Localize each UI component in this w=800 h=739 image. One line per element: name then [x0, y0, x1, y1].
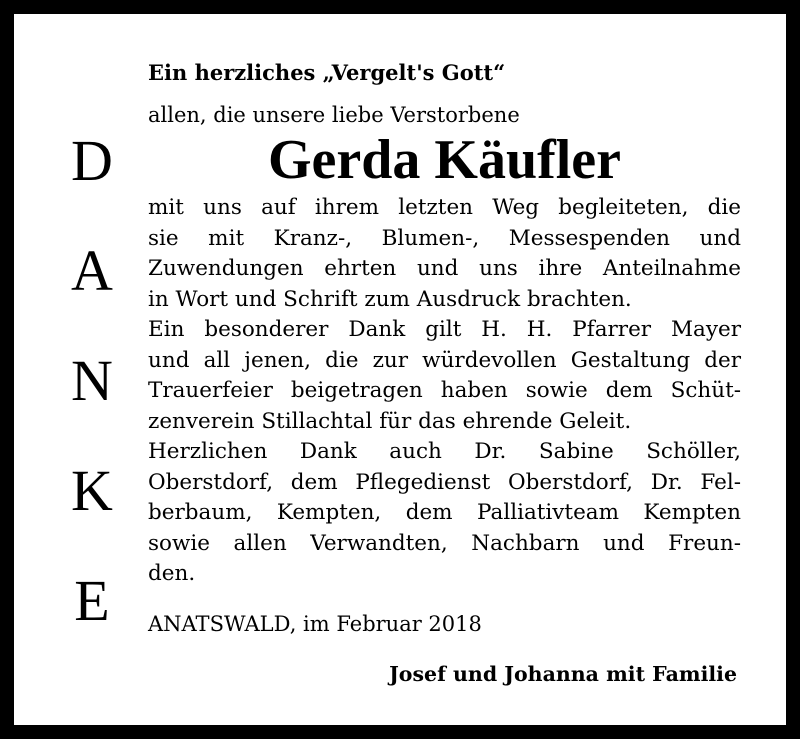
body-line: mit uns auf ihrem letzten Weg begleiteten, die — [148, 195, 741, 220]
body-line: Ein besonderer Dank gilt H. H. Pfarrer Mayer — [148, 317, 741, 342]
notice-content — [148, 60, 741, 636]
body-line: und all jenen, die zur würdevollen Gestaltung der — [148, 347, 741, 373]
intro-text: allen, die unsere liebe Verstorbene — [148, 103, 520, 127]
signature: Josef und Johanna mit Familie — [389, 662, 737, 686]
body-line: in Wort und Schrift zum Ausdruck brachten. — [148, 286, 632, 312]
body-text — [148, 193, 741, 590]
deceased-name: Gerda Käufler — [267, 129, 622, 191]
thanks-title: Ein herzliches „Vergelt's Gott“ — [148, 60, 506, 85]
body-line: den. — [148, 561, 196, 586]
body-line: berbaum, Kempten, dem Palliativteam Kempten — [148, 500, 741, 525]
notice-panel — [12, 12, 788, 727]
danke-letter: K — [71, 458, 113, 523]
body-line: Zuwendungen ehrten und uns ihre Anteilnahme — [148, 256, 741, 281]
danke-letter: N — [71, 348, 113, 413]
body-line: Trauerfeier beigetragen haben sowie dem Schüt- — [148, 378, 741, 403]
danke-vertical — [62, 128, 122, 682]
body-line: Oberstdorf, dem Pflegedienst Oberstdorf, Dr. Fel- — [148, 469, 741, 495]
body-line: zenverein Stillachtal für das ehrende Geleit. — [148, 408, 632, 434]
danke-letter: D — [71, 128, 113, 193]
danke-letter: E — [74, 568, 110, 633]
place-date: ANATSWALD, im Februar 2018 — [148, 611, 482, 636]
body-line: sowie allen Verwandten, Nachbarn und Freun- — [148, 530, 741, 556]
body-line: Herzlichen Dank auch Dr. Sabine Schöller, — [148, 439, 741, 464]
danke-letter: A — [71, 238, 113, 303]
body-line: sie mit Kranz-, Blumen-, Messespenden und — [148, 225, 741, 251]
